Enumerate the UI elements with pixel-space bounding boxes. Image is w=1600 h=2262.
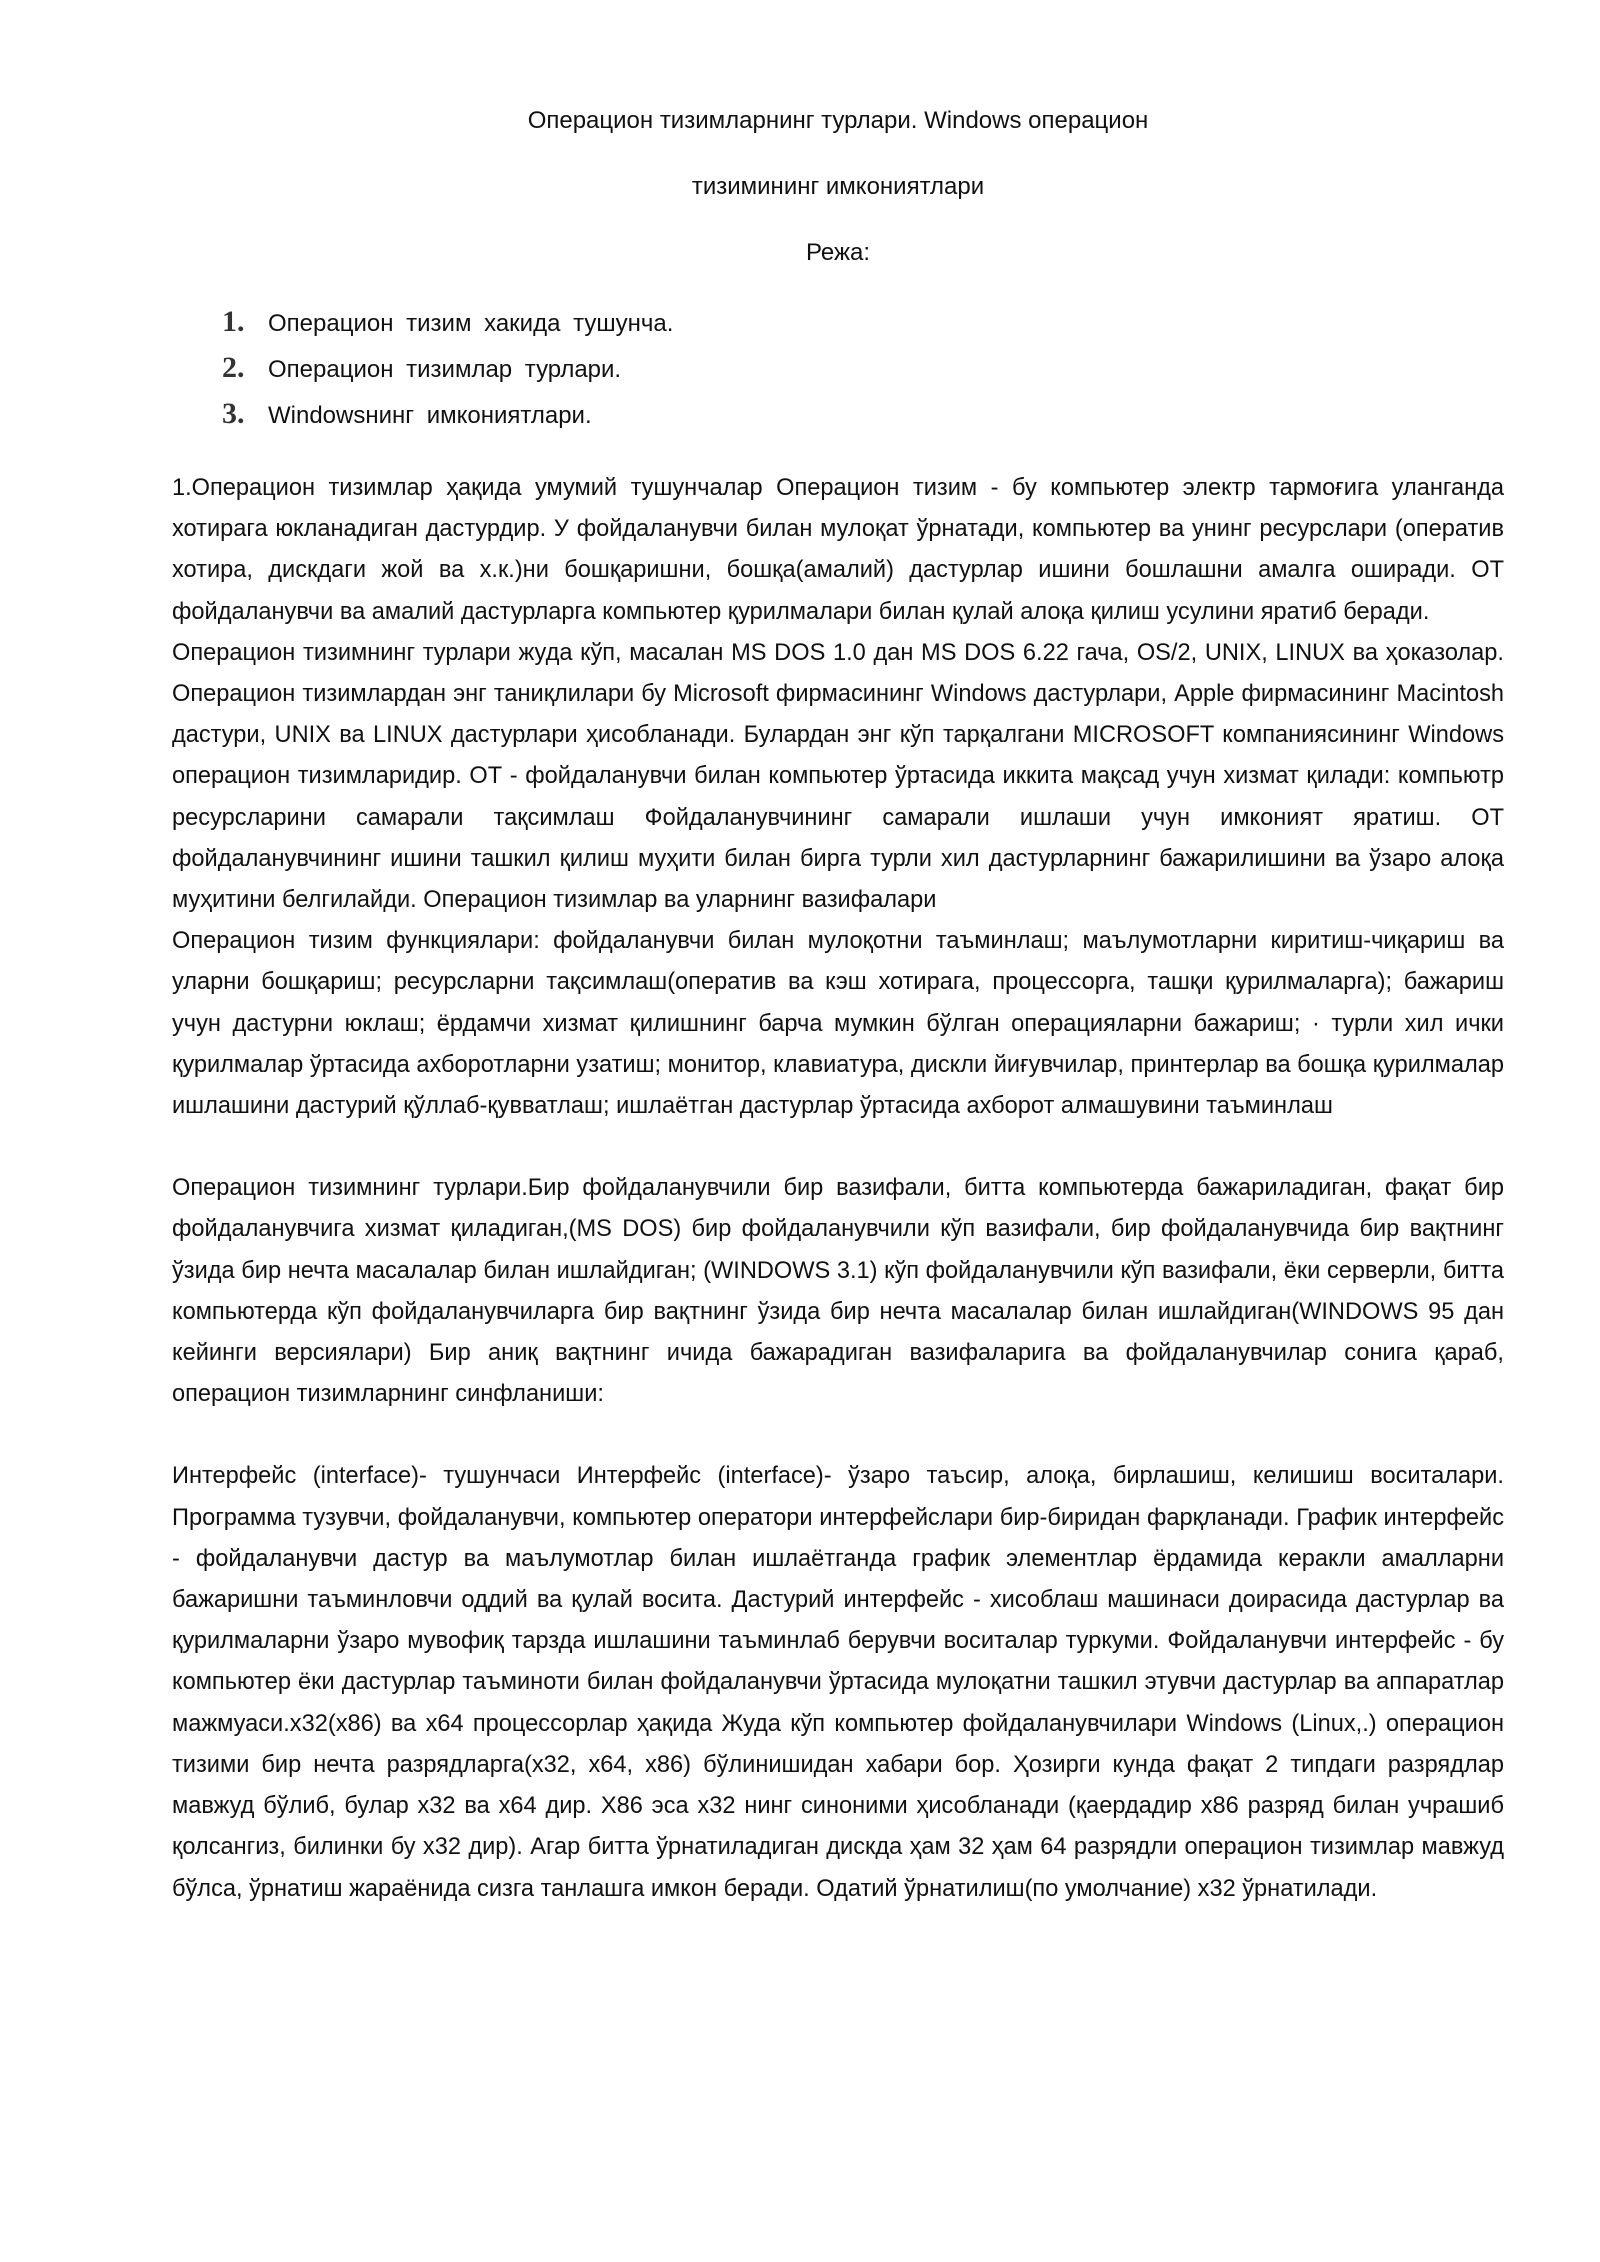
plan-item-text: Windowsнинг имкониятлари.: [268, 402, 592, 429]
plan-item-text: Операцион тизимлар турлари.: [268, 356, 622, 383]
paragraph-os-types: Операцион тизимнинг турлари жуда кўп, масалан MS DOS 1.0 дан MS DOS 6.22 гача, OS/2, UNIX, LINUX ва ҳоказолар. Операцион тизимлардан энг таниқлилари бу Microsoft фирмасининг Windows дастурлари, Apple фирмасининг Macintosh дастури, UNIX ва LINUX дастурлари ҳисобланади. Булардан энг кўп тарқалгани MICROSOFT компаниясининг Windows операцион тизимларидир. ОТ - фойдаланувчи билан компьютер ўртасида иккита мақсад учун хизмат қилади: компьютр ресурсларини самарали тақсимлаш Фойдаланувчининг самарали ишлаши учун имконият яратиш. ОТ фойдаланувчининг ишини ташкил қилиш муҳити билан бирга турли хил дастурларнинг бажарилишини ва ўзаро алоқа муҳитини белгилайди. Операцион тизимлар ва уларнинг вазифалари: [172, 639, 1504, 914]
plan-item: [222, 392, 1504, 438]
paragraph-os-classification: Операцион тизимнинг турлари.Бир фойдаланувчили бир вазифали, битта компьютерда бажариладиган, фақат бир фойдаланувчига хизмат қиладиган,(MS DOS) бир фойдаланувчили кўп вазифали, бир фойдаланувчида бир вақтнинг ўзида бир нечта масалалар билан ишлайдиган; (WINDOWS 3.1) кўп фойдаланувчили кўп вазифали, ёки серверли, битта компьютерда кўп фойдаланувчиларга бир вақтнинг ўзида бир нечта масалалар билан ишлайдиган(WINDOWS 95 дан кейинги версиялари) Бир аниқ вақтнинг ичида бажарадиган вазифаларига ва фойдаланувчилар сонига қараб, операцион тизимларнинг синфланиши:: [172, 1175, 1504, 1408]
plan-item-text: Операцион тизим хакида тушунча.: [268, 310, 674, 337]
paragraph-os-functions: Операцион тизим функциялари: фойдаланувчи билан мулоқотни таъминлаш; маълумотларни киритиш-чиқариш ва уларни бошқариш; ресурсларни тақсимлаш(оператив ва кэш хотирага, процессорга, ташқи қурилмаларга); бажариш учун дастурни юклаш; ёрдамчи хизмат қилишнинг барча мумкин бўлган операцияларни бажариш; · турли хил ички қурилмалар ўртасида ахборотларни узатиш; монитор, клавиатура, дискли йиғувчилар, принтерлар ва бошқа қурилмалар ишлашини дастурий қўллаб-қувватлаш; ишлаётган дастурлар ўртасида ахборот алмашувини таъминлаш: [172, 928, 1504, 1120]
title-line-2: тизимининг имкониятлари: [691, 173, 985, 200]
plan-list: [172, 300, 1504, 438]
plan-item-number: 1.: [222, 305, 245, 338]
paragraph-os-overview: 1.Операцион тизимлар ҳақида умумий тушунчалар Операцион тизим - бу компьютер электр тармоғига уланганда хотирага юкланадиган дастурдир. У фойдаланувчи билан мулоқат ўрнатади, компьютер ва унинг ресурслари (оператив хотира, дискдаги жой ва х.к.)ни бошқаришни, бошқа(амалий) дастурлар ишини бошлашни амалга оширади. ОТ фойдаланувчи ва амалий дастурларга компьютер қурилмалари билан қулай алоқа қилиш усулини яратиб беради.: [172, 475, 1504, 625]
title-line-1: Операцион тизимларнинг турлари. Windows операцион: [527, 107, 1149, 134]
document-body: [172, 468, 1504, 1910]
plan-heading: Режа:: [805, 239, 871, 266]
paragraph-interface: Интерфейс (interface)- тушунчаси Интерфейс (interface)- ўзаро таъсир, алоқа, бирлашиш, келишиш воситалари. Программа тузувчи, фойдаланувчи, компьютер оператори интерфейслари бир-биридан фарқланади. График интерфейс - фойдаланувчи дастур ва маълумотлар билан ишлаётганда график элементлар ёрдамида керакли амалларни бажаришни таъминловчи оддий ва қулай восита. Дастурий интерфейс - хисоблаш машинаси доирасида дастурлар ва қурилмаларни ўзаро мувофиқ тарзда ишлашини таъминлаб берувчи воситалар туркуми. Фойдаланувчи интерфейс - бу компьютер ёки дастурлар таъминоти билан фойдаланувчи ўртасида мулоқатни ташкил этувчи дастурлар ва аппаратлар мажмуаси.x32(x86) ва x64 процессорлар ҳақида Жуда кўп компьютер фойдаланувчилари Windows (Linux,.) операцион тизими бир нечта разрядларга(x32, x64, x86) бўлинишидан хабари бор. Ҳозирги кунда фақат 2 типдаги разрядлар мавжуд бўлиб, булар x32 ва x64 дир. X86 эса x32 нинг синоними ҳисобланади (қаердадир x86 разряд билан учрашиб қолсангиз, билинки бу x32 дир). Агар битта ўрнатиладиган дискда ҳам 32 ҳам 64 разрядли операцион тизимлар мавжуд бўлса, ўрнатиш жараёнида сизга танлашга имкон беради. Одатий ўрнатилиш(по умолчание) x32 ўрнатилади.: [172, 1463, 1504, 1902]
plan-item-number: 2.: [222, 351, 245, 384]
plan-item-number: 3.: [222, 397, 245, 430]
document-title: [172, 104, 1504, 204]
plan-item: [222, 346, 1504, 392]
plan-item: [222, 300, 1504, 346]
